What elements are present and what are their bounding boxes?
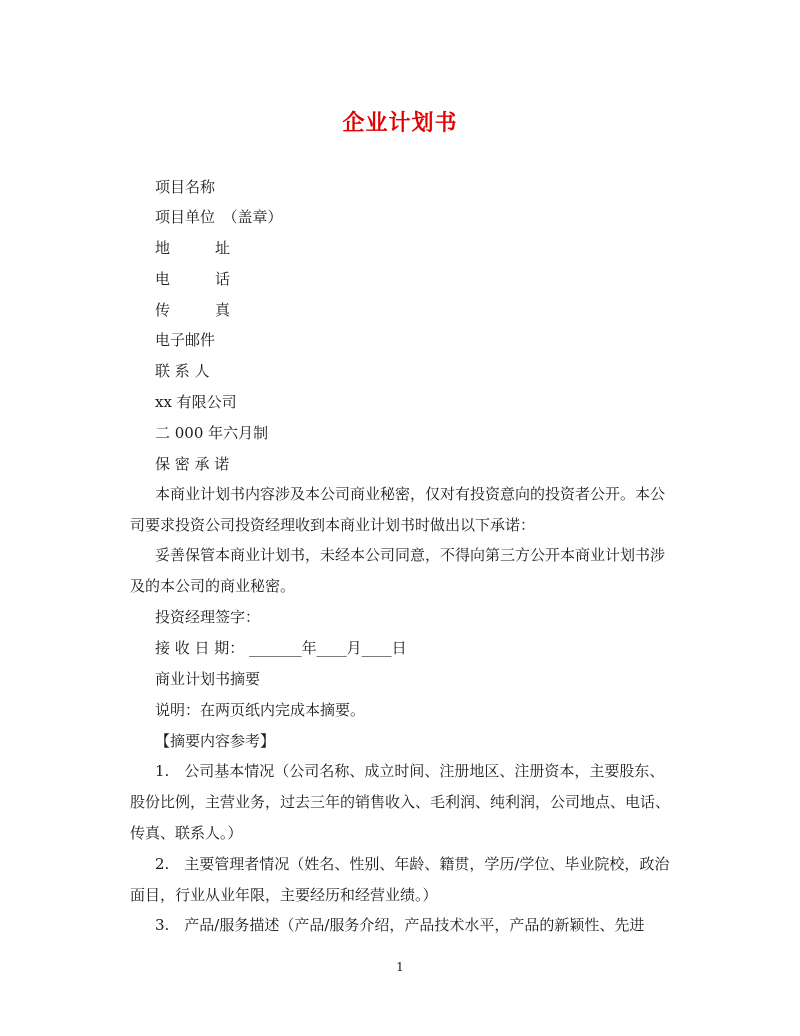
summary-title: 商业计划书摘要 [155,670,261,688]
issue-date: 二 000 年六月制 [155,424,269,442]
confidentiality-heading: 保 密 承 诺 [155,455,230,473]
summary-item-2: 2. 主要管理者情况（姓名、性别、年龄、籍贯，学历/学位、毕业院校，政治面目，行业从业年限，主要经历和经营业绩。） [130,855,670,904]
page-number: 1 [396,960,404,974]
field-fax: 传 真 [155,301,231,319]
field-project-unit: 项目单位 （盖章） [155,208,283,226]
field-project-name: 项目名称 [155,178,216,196]
signature-label: 投资经理签字： [155,608,261,626]
summary-note: 说明：在两页纸内完成本摘要。 [155,701,366,719]
field-address: 地 址 [155,239,231,257]
field-contact: 联 系 人 [155,362,210,380]
field-email: 电子邮件 [155,331,216,349]
summary-reference-heading: 【摘要内容参考】 [155,732,276,750]
field-phone: 电 话 [155,270,231,288]
company-name: xx 有限公司 [155,393,237,411]
confidentiality-paragraph-1: 本商业计划书内容涉及本公司商业秘密，仅对有投资意向的投资者公开。本公司要求投资公司投资经理收到本商业计划书时做出以下承诺： [130,485,666,534]
summary-item-3: 3. 产品/服务描述（产品/服务介绍，产品技术水平，产品的新颖性、先进 [155,916,645,934]
summary-item-1: 1. 公司基本情况（公司名称、成立时间、注册地区、注册资本，主要股东、股份比例，主营业务，过去三年的销售收入、毛利润、纯利润，公司地点、电话、传真、联系人。） [130,762,671,842]
confidentiality-paragraph-2: 妥善保管本商业计划书，未经本公司同意，不得向第三方公开本商业计划书涉及的本公司的商业秘密。 [130,546,666,595]
document-title: 企业计划书 [342,110,458,136]
receive-date: 接 收 日 期： _______年____月____日 [155,639,407,657]
